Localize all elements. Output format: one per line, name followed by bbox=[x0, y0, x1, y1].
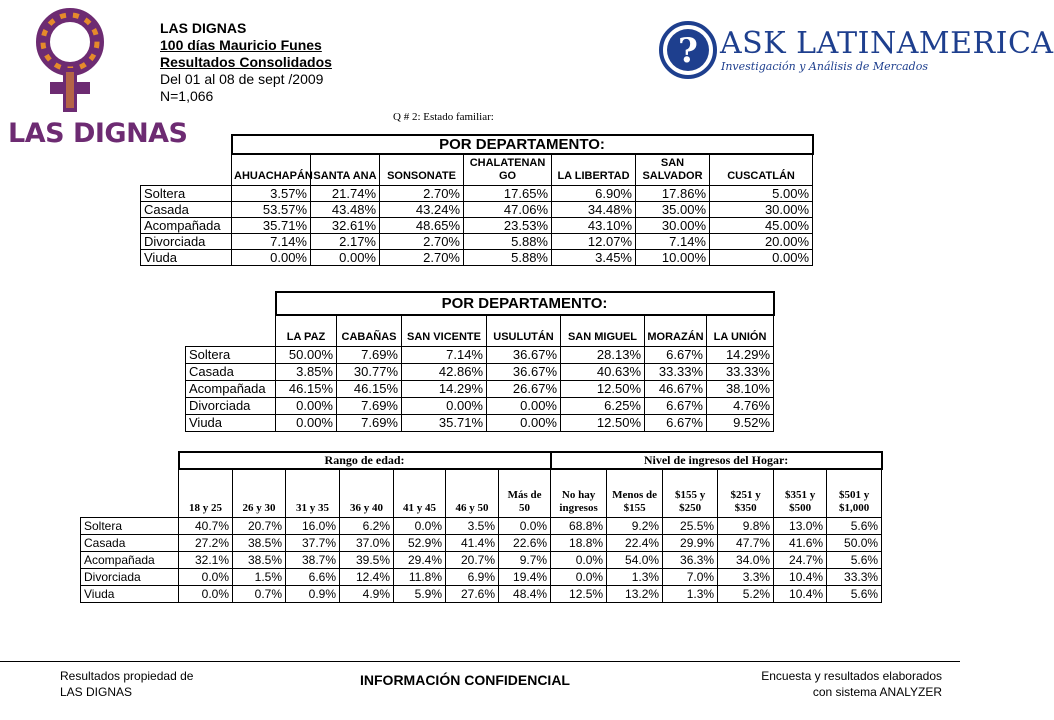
las-dignas-wordmark: LAS DIGNAS bbox=[8, 118, 188, 149]
table1-col-header: CHALATENANGO bbox=[464, 154, 552, 185]
table3-col-header: 46 y 50 bbox=[446, 469, 499, 517]
value-cell: 19.4% bbox=[499, 568, 551, 585]
value-cell: 10.00% bbox=[636, 249, 710, 265]
value-cell: 41.6% bbox=[774, 534, 827, 551]
value-cell: 46.15% bbox=[276, 380, 337, 397]
value-cell: 36.67% bbox=[487, 363, 561, 380]
value-cell: 2.70% bbox=[380, 249, 464, 265]
value-cell: 4.76% bbox=[707, 397, 774, 414]
value-cell: 28.13% bbox=[561, 346, 645, 363]
department-table-2 bbox=[185, 291, 775, 432]
row-label: Divorciada bbox=[186, 397, 276, 414]
value-cell: 22.4% bbox=[607, 534, 663, 551]
brand-tagline: Investigación y Análisis de Mercados bbox=[721, 60, 928, 73]
value-cell: 0.00% bbox=[487, 414, 561, 431]
value-cell: 5.88% bbox=[464, 249, 552, 265]
value-cell: 39.5% bbox=[340, 551, 394, 568]
value-cell: 27.2% bbox=[179, 534, 233, 551]
footer-divider bbox=[0, 661, 960, 662]
value-cell: 6.2% bbox=[340, 517, 394, 534]
value-cell: 6.6% bbox=[286, 568, 340, 585]
table-row bbox=[81, 517, 882, 534]
footer-ownership-line2: LAS DIGNAS bbox=[60, 685, 133, 699]
value-cell: 38.10% bbox=[707, 380, 774, 397]
value-cell: 34.48% bbox=[552, 201, 636, 217]
value-cell: 46.15% bbox=[337, 380, 402, 397]
table2-col-header: CABAÑAS bbox=[337, 315, 402, 346]
svg-text:?: ? bbox=[678, 31, 698, 71]
header-results: Resultados Consolidados bbox=[160, 54, 332, 70]
table-row bbox=[186, 380, 774, 397]
value-cell: 24.7% bbox=[774, 551, 827, 568]
value-cell: 40.7% bbox=[179, 517, 233, 534]
header-dates: Del 01 al 08 de sept /2009 bbox=[160, 71, 324, 87]
row-label: Casada bbox=[81, 534, 179, 551]
value-cell: 10.4% bbox=[774, 585, 827, 602]
table3-col-header: $155 y $250 bbox=[663, 469, 718, 517]
value-cell: 6.67% bbox=[645, 397, 707, 414]
value-cell: 3.45% bbox=[552, 249, 636, 265]
value-cell: 35.71% bbox=[232, 217, 311, 233]
value-cell: 35.71% bbox=[402, 414, 487, 431]
value-cell: 0.0% bbox=[179, 568, 233, 585]
table-row bbox=[81, 534, 882, 551]
value-cell: 0.00% bbox=[710, 249, 813, 265]
ask-latinamerica-logo bbox=[658, 20, 1054, 80]
value-cell: 38.7% bbox=[286, 551, 340, 568]
value-cell: 0.00% bbox=[402, 397, 487, 414]
value-cell: 38.5% bbox=[233, 551, 286, 568]
table1-col-header: AHUACHAPÁN bbox=[232, 154, 311, 185]
value-cell: 6.9% bbox=[446, 568, 499, 585]
table-row bbox=[186, 397, 774, 414]
value-cell: 68.8% bbox=[551, 517, 607, 534]
value-cell: 2.70% bbox=[380, 185, 464, 201]
value-cell: 0.00% bbox=[276, 397, 337, 414]
value-cell: 48.4% bbox=[499, 585, 551, 602]
value-cell: 23.53% bbox=[464, 217, 552, 233]
value-cell: 6.67% bbox=[645, 346, 707, 363]
row-label: Soltera bbox=[141, 185, 232, 201]
table2-col-header: SAN VICENTE bbox=[402, 315, 487, 346]
value-cell: 0.0% bbox=[499, 517, 551, 534]
value-cell: 17.86% bbox=[636, 185, 710, 201]
value-cell: 36.3% bbox=[663, 551, 718, 568]
department-table-1 bbox=[140, 134, 814, 266]
value-cell: 43.10% bbox=[552, 217, 636, 233]
table2-col-header: USULUTÁN bbox=[487, 315, 561, 346]
value-cell: 12.5% bbox=[551, 585, 607, 602]
row-label: Acompañada bbox=[141, 217, 232, 233]
value-cell: 32.61% bbox=[311, 217, 380, 233]
header-org: LAS DIGNAS bbox=[160, 20, 247, 36]
footer-ownership bbox=[60, 668, 193, 700]
value-cell: 5.6% bbox=[827, 551, 882, 568]
value-cell: 12.07% bbox=[552, 233, 636, 249]
value-cell: 9.7% bbox=[499, 551, 551, 568]
row-label: Acompañada bbox=[186, 380, 276, 397]
table-row bbox=[81, 551, 882, 568]
value-cell: 48.65% bbox=[380, 217, 464, 233]
row-label: Viuda bbox=[81, 585, 179, 602]
value-cell: 1.3% bbox=[607, 568, 663, 585]
value-cell: 46.67% bbox=[645, 380, 707, 397]
value-cell: 7.14% bbox=[636, 233, 710, 249]
table1-title: POR DEPARTAMENTO: bbox=[232, 135, 813, 154]
value-cell: 43.24% bbox=[380, 201, 464, 217]
row-label: Viuda bbox=[141, 249, 232, 265]
value-cell: 5.6% bbox=[827, 517, 882, 534]
value-cell: 9.2% bbox=[607, 517, 663, 534]
row-label: Casada bbox=[186, 363, 276, 380]
table3-col-header: $251 y $350 bbox=[718, 469, 774, 517]
footer-credits bbox=[761, 668, 942, 700]
age-income-table bbox=[80, 451, 883, 603]
table1-col-header: SONSONATE bbox=[380, 154, 464, 185]
table2-col-header: SAN MIGUEL bbox=[561, 315, 645, 346]
table2-col-header: MORAZÁN bbox=[645, 315, 707, 346]
value-cell: 0.7% bbox=[233, 585, 286, 602]
value-cell: 17.65% bbox=[464, 185, 552, 201]
value-cell: 12.50% bbox=[561, 414, 645, 431]
table3-col-header: 26 y 30 bbox=[233, 469, 286, 517]
value-cell: 21.74% bbox=[311, 185, 380, 201]
row-label: Viuda bbox=[186, 414, 276, 431]
confidential-notice: INFORMACIÓN CONFIDENCIAL bbox=[360, 672, 570, 688]
table3-col-header: $501 y $1,000 bbox=[827, 469, 882, 517]
value-cell: 4.9% bbox=[340, 585, 394, 602]
row-label: Divorciada bbox=[141, 233, 232, 249]
table3-col-header: Menos de $155 bbox=[607, 469, 663, 517]
value-cell: 27.6% bbox=[446, 585, 499, 602]
value-cell: 1.3% bbox=[663, 585, 718, 602]
value-cell: 7.69% bbox=[337, 397, 402, 414]
value-cell: 0.9% bbox=[286, 585, 340, 602]
value-cell: 41.4% bbox=[446, 534, 499, 551]
value-cell: 2.70% bbox=[380, 233, 464, 249]
value-cell: 50.00% bbox=[276, 346, 337, 363]
age-range-title: Rango de edad: bbox=[179, 452, 551, 469]
value-cell: 14.29% bbox=[402, 380, 487, 397]
table3-col-header: 41 y 45 bbox=[394, 469, 446, 517]
value-cell: 40.63% bbox=[561, 363, 645, 380]
value-cell: 0.0% bbox=[394, 517, 446, 534]
value-cell: 45.00% bbox=[710, 217, 813, 233]
value-cell: 33.33% bbox=[645, 363, 707, 380]
table-row bbox=[186, 346, 774, 363]
value-cell: 0.0% bbox=[551, 568, 607, 585]
table2-col-header: LA UNIÓN bbox=[707, 315, 774, 346]
value-cell: 7.0% bbox=[663, 568, 718, 585]
table-row bbox=[141, 217, 813, 233]
value-cell: 37.0% bbox=[340, 534, 394, 551]
table-row bbox=[186, 363, 774, 380]
table3-col-header: Más de 50 bbox=[499, 469, 551, 517]
table2-title: POR DEPARTAMENTO: bbox=[276, 292, 774, 315]
row-label: Soltera bbox=[81, 517, 179, 534]
value-cell: 5.2% bbox=[718, 585, 774, 602]
value-cell: 33.3% bbox=[827, 568, 882, 585]
value-cell: 52.9% bbox=[394, 534, 446, 551]
value-cell: 16.0% bbox=[286, 517, 340, 534]
value-cell: 5.88% bbox=[464, 233, 552, 249]
value-cell: 18.8% bbox=[551, 534, 607, 551]
table1-col-header: SAN SALVADOR bbox=[636, 154, 710, 185]
value-cell: 0.0% bbox=[551, 551, 607, 568]
value-cell: 36.67% bbox=[487, 346, 561, 363]
value-cell: 26.67% bbox=[487, 380, 561, 397]
value-cell: 43.48% bbox=[311, 201, 380, 217]
value-cell: 47.7% bbox=[718, 534, 774, 551]
footer-ownership-line1: Resultados propiedad de bbox=[60, 669, 194, 683]
value-cell: 12.50% bbox=[561, 380, 645, 397]
value-cell: 13.2% bbox=[607, 585, 663, 602]
value-cell: 29.4% bbox=[394, 551, 446, 568]
value-cell: 20.7% bbox=[446, 551, 499, 568]
income-level-title: Nivel de ingresos del Hogar: bbox=[551, 452, 882, 469]
value-cell: 12.4% bbox=[340, 568, 394, 585]
row-label: Divorciada bbox=[81, 568, 179, 585]
value-cell: 14.29% bbox=[707, 346, 774, 363]
value-cell: 0.00% bbox=[276, 414, 337, 431]
value-cell: 9.8% bbox=[718, 517, 774, 534]
table3-col-header: No hay ingresos bbox=[551, 469, 607, 517]
value-cell: 29.9% bbox=[663, 534, 718, 551]
value-cell: 7.14% bbox=[402, 346, 487, 363]
value-cell: 11.8% bbox=[394, 568, 446, 585]
table3-col-header: 31 y 35 bbox=[286, 469, 340, 517]
value-cell: 32.1% bbox=[179, 551, 233, 568]
value-cell: 13.0% bbox=[774, 517, 827, 534]
value-cell: 3.57% bbox=[232, 185, 311, 201]
value-cell: 30.00% bbox=[636, 217, 710, 233]
value-cell: 6.90% bbox=[552, 185, 636, 201]
value-cell: 0.00% bbox=[311, 249, 380, 265]
table2-col-header: LA PAZ bbox=[276, 315, 337, 346]
venus-symbol-icon bbox=[6, 6, 142, 118]
table1-col-header: LA LIBERTAD bbox=[552, 154, 636, 185]
value-cell: 3.3% bbox=[718, 568, 774, 585]
table3-col-header: 36 y 40 bbox=[340, 469, 394, 517]
value-cell: 3.5% bbox=[446, 517, 499, 534]
value-cell: 22.6% bbox=[499, 534, 551, 551]
value-cell: 50.0% bbox=[827, 534, 882, 551]
value-cell: 53.57% bbox=[232, 201, 311, 217]
value-cell: 0.00% bbox=[232, 249, 311, 265]
header-subject: 100 días Mauricio Funes bbox=[160, 37, 322, 53]
table3-col-header: $351 y $500 bbox=[774, 469, 827, 517]
value-cell: 6.67% bbox=[645, 414, 707, 431]
value-cell: 7.69% bbox=[337, 346, 402, 363]
brand-name: ASK LATINAMERICA bbox=[720, 26, 1054, 61]
header-sample: N=1,066 bbox=[160, 88, 214, 104]
table-row bbox=[141, 201, 813, 217]
table-row bbox=[186, 414, 774, 431]
value-cell: 6.25% bbox=[561, 397, 645, 414]
table-row bbox=[81, 585, 882, 602]
question-mark-icon bbox=[658, 20, 718, 80]
table1-col-header: CUSCATLÁN bbox=[710, 154, 813, 185]
value-cell: 34.0% bbox=[718, 551, 774, 568]
value-cell: 9.52% bbox=[707, 414, 774, 431]
value-cell: 35.00% bbox=[636, 201, 710, 217]
row-label: Casada bbox=[141, 201, 232, 217]
value-cell: 3.85% bbox=[276, 363, 337, 380]
table1-col-header: SANTA ANA bbox=[311, 154, 380, 185]
table-row bbox=[81, 568, 882, 585]
row-label: Soltera bbox=[186, 346, 276, 363]
table3-col-header: 18 y 25 bbox=[179, 469, 233, 517]
footer-credits-line1: Encuesta y resultados elaborados bbox=[761, 669, 942, 683]
value-cell: 5.6% bbox=[827, 585, 882, 602]
value-cell: 37.7% bbox=[286, 534, 340, 551]
question-label: Q # 2: Estado familiar: bbox=[393, 111, 494, 123]
value-cell: 7.69% bbox=[337, 414, 402, 431]
value-cell: 20.7% bbox=[233, 517, 286, 534]
value-cell: 20.00% bbox=[710, 233, 813, 249]
table-row bbox=[141, 249, 813, 265]
value-cell: 33.33% bbox=[707, 363, 774, 380]
report-header bbox=[160, 20, 332, 105]
value-cell: 30.00% bbox=[710, 201, 813, 217]
table-row bbox=[141, 185, 813, 201]
value-cell: 38.5% bbox=[233, 534, 286, 551]
value-cell: 10.4% bbox=[774, 568, 827, 585]
value-cell: 30.77% bbox=[337, 363, 402, 380]
footer-credits-line2: con sistema ANALYZER bbox=[812, 685, 942, 699]
table-row bbox=[141, 233, 813, 249]
value-cell: 1.5% bbox=[233, 568, 286, 585]
row-label: Acompañada bbox=[81, 551, 179, 568]
value-cell: 25.5% bbox=[663, 517, 718, 534]
value-cell: 0.00% bbox=[487, 397, 561, 414]
value-cell: 47.06% bbox=[464, 201, 552, 217]
value-cell: 0.0% bbox=[179, 585, 233, 602]
value-cell: 54.0% bbox=[607, 551, 663, 568]
value-cell: 5.9% bbox=[394, 585, 446, 602]
value-cell: 42.86% bbox=[402, 363, 487, 380]
value-cell: 7.14% bbox=[232, 233, 311, 249]
value-cell: 2.17% bbox=[311, 233, 380, 249]
value-cell: 5.00% bbox=[710, 185, 813, 201]
